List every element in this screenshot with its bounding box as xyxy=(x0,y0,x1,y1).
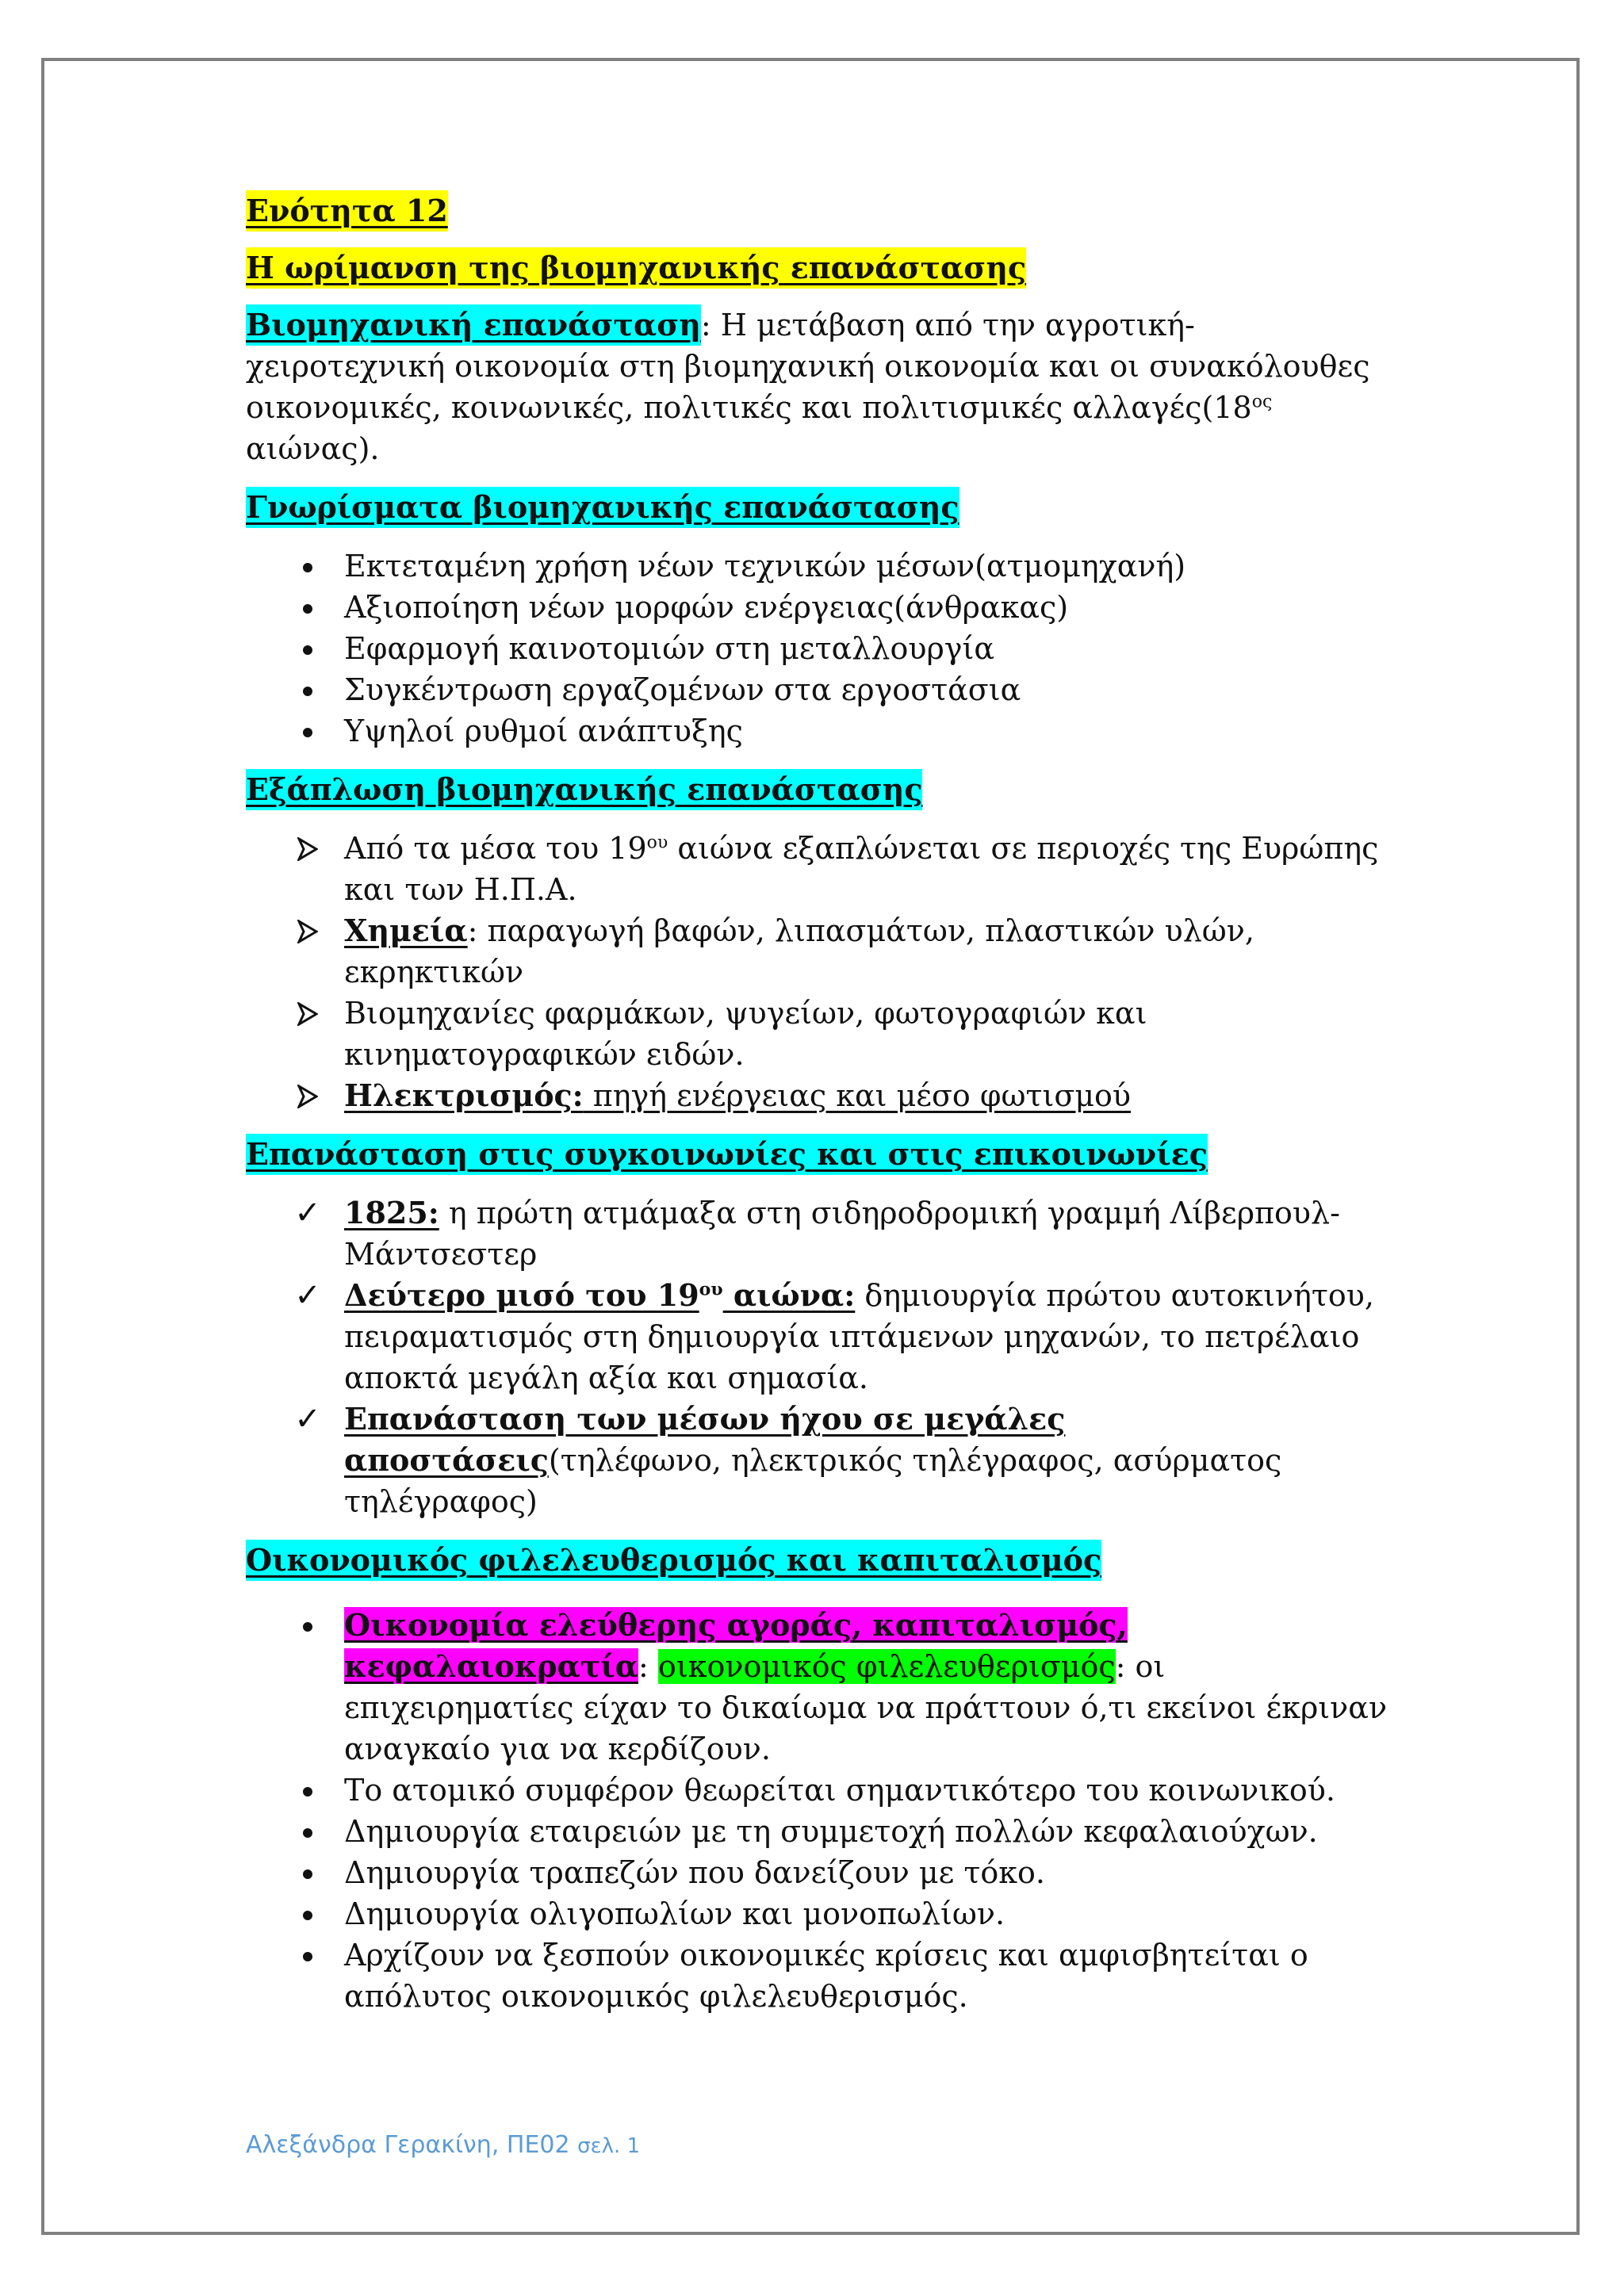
section-heading-features-row xyxy=(246,487,1388,528)
section-heading-spread-row xyxy=(246,769,1388,810)
page-title: Ενότητα 12 xyxy=(246,190,448,232)
list-item-term: Οικονομία ελεύθερης αγοράς, καπιταλισμός, κεφαλαιοκρατία xyxy=(344,1607,1128,1684)
bullet-dot-icon xyxy=(292,1770,324,1811)
list-item-term: Ηλεκτρισμός: xyxy=(344,1077,584,1113)
page-subtitle: Η ωρίμανση της βιομηχανικής επανάστασης xyxy=(246,247,1026,289)
bullet-dot-icon xyxy=(292,545,324,587)
bullet-dot-icon xyxy=(292,1934,324,1976)
list-item xyxy=(246,993,1388,1075)
list-item xyxy=(246,1275,1388,1399)
bullet-dot-icon xyxy=(292,669,324,710)
list-item-colon: : xyxy=(638,1649,649,1684)
definition-paragraph xyxy=(246,304,1388,469)
liberalism-list xyxy=(246,1605,1388,2017)
arrow-bullet-icon xyxy=(292,910,324,951)
page-footer xyxy=(246,2131,640,2159)
list-item-sup: ου xyxy=(699,1279,723,1300)
title-row xyxy=(246,190,1388,232)
definition-colon: : xyxy=(700,308,711,342)
transport-list xyxy=(246,1192,1388,1522)
list-item-highlight: οικονομικός φιλελευθερισμός xyxy=(657,1649,1116,1684)
list-item xyxy=(246,828,1388,910)
section-heading-transport-row xyxy=(246,1134,1388,1175)
list-item xyxy=(246,1770,1388,1811)
list-item-text: η πρώτη ατμάμαξα στη σιδηροδρομική γραμμή Λίβερπουλ-Μάντσεστερ xyxy=(344,1196,1340,1272)
definition-text-end: αιώνας). xyxy=(246,431,380,466)
spread-list xyxy=(246,828,1388,1116)
list-item xyxy=(246,587,1388,628)
definition-text: Η μετάβαση από την αγροτική-χειροτεχνική οικονομία στη βιομηχανική οικονομία και οι συνακόλουθες οικονομικές, κοινωνικές, πολιτικές και πολιτισμικές αλλαγές(18 xyxy=(246,308,1370,425)
features-list xyxy=(246,545,1388,752)
list-item-text: Συγκέντρωση εργαζομένων στα εργοστάσια xyxy=(344,672,1021,707)
list-item-text: : οι επιχειρηματίες είχαν το δικαίωμα να πράττουν ό,τι εκείνοι έκριναν αναγκαίο για να κερδίζουν. xyxy=(344,1649,1388,1766)
list-item-text: πηγή ενέργειας και μέσο φωτισμού xyxy=(583,1078,1132,1113)
list-item xyxy=(246,910,1388,993)
list-item-term: 1825: xyxy=(344,1195,439,1230)
bullet-dot-icon xyxy=(292,1605,324,1646)
list-item xyxy=(246,1399,1388,1522)
bullet-dot-icon xyxy=(292,1811,324,1852)
document-content xyxy=(246,190,1388,2017)
list-item-text: Εκτεταμένη χρήση νέων τεχνικών μέσων(ατμομηχανή) xyxy=(344,549,1186,584)
footer-author: Αλεξάνδρα Γερακίνη, ΠΕ02 xyxy=(246,2131,570,2159)
list-item-text: δημιουργία πρώτου αυτοκινήτου, πειραματισμός στη δημιουργία ιπτάμενων μηχανών, το πετρέλαιο αποκτά μεγάλη αξία και σημασία. xyxy=(344,1278,1374,1395)
arrow-bullet-icon xyxy=(292,1075,324,1116)
list-item-text: : παραγωγή βαφών, λιπασμάτων, πλαστικών υλών, εκρηκτικών xyxy=(344,913,1254,989)
arrow-bullet-icon xyxy=(292,993,324,1034)
list-item-text: (τηλέφωνο, ηλεκτρικός τηλέγραφος, ασύρματος τηλέγραφος) xyxy=(344,1443,1282,1519)
subtitle-row xyxy=(246,247,1388,289)
list-item-term: Δεύτερο μισό του 19 xyxy=(344,1277,699,1313)
list-item xyxy=(246,1934,1388,2017)
list-item-text: Εφαρμογή καινοτομιών στη μεταλλουργία xyxy=(344,631,995,666)
list-item-text: Δημιουργία εταιρειών με τη συμμετοχή πολλών κεφαλαιούχων. xyxy=(344,1814,1318,1849)
list-item xyxy=(246,545,1388,587)
list-item-text: Αρχίζουν να ξεσπούν οικονομικές κρίσεις και αμφισβητείται ο απόλυτος οικονομικός φιλελευθερισμός. xyxy=(344,1938,1308,2014)
checkmark-icon: ✓ xyxy=(294,1277,321,1314)
bullet-dot-icon xyxy=(292,710,324,752)
list-item xyxy=(246,628,1388,669)
definition-sup: ος xyxy=(1251,392,1273,412)
list-item xyxy=(246,1192,1388,1275)
list-item xyxy=(246,1852,1388,1893)
bullet-dot-icon xyxy=(292,628,324,669)
list-item-sup: ου xyxy=(646,832,668,853)
section-heading-spread: Εξάπλωση βιομηχανικής επανάστασης xyxy=(246,769,922,810)
section-heading-transport: Επανάσταση στις συγκοινωνίες και στις επικοινωνίες xyxy=(246,1134,1208,1175)
list-item-term: Χημεία xyxy=(344,913,468,948)
definition-term: Βιομηχανική επανάσταση xyxy=(246,304,701,346)
list-item-text: Δημιουργία τραπεζών που δανείζουν με τόκο. xyxy=(344,1855,1046,1890)
bullet-dot-icon xyxy=(292,1852,324,1893)
footer-page-number: σελ. 1 xyxy=(577,2134,641,2158)
list-item xyxy=(246,710,1388,752)
list-item-text: Το ατομικό συμφέρον θεωρείται σημαντικότερο του κοινωνικού. xyxy=(344,1773,1335,1808)
section-heading-liberalism-row xyxy=(246,1540,1388,1581)
section-heading-liberalism: Οικονομικός φιλελευθερισμός και καπιταλισμός xyxy=(246,1540,1101,1581)
list-item-term: Επανάσταση των μέσων ήχου σε μεγάλες αποστάσεις xyxy=(344,1401,1066,1478)
list-item-text: Από τα μέσα του 19 xyxy=(344,831,647,866)
list-item-text: Βιομηχανίες φαρμάκων, ψυγείων, φωτογραφιών και κινηματογραφικών ειδών. xyxy=(344,996,1147,1072)
list-item xyxy=(246,1811,1388,1852)
list-item xyxy=(246,1075,1388,1116)
list-item-text: Δημιουργία ολιγοπωλίων και μονοπωλίων. xyxy=(344,1896,1005,1931)
list-item-text: αιώνα εξαπλώνεται σε περιοχές της Ευρώπης και των Η.Π.Α. xyxy=(344,831,1379,907)
bullet-dot-icon xyxy=(292,587,324,628)
list-item-text: Αξιοποίηση νέων μορφών ενέργειας(άνθρακας) xyxy=(344,590,1069,625)
arrow-bullet-icon xyxy=(292,828,324,869)
section-heading-features: Γνωρίσματα βιομηχανικής επανάστασης xyxy=(246,487,959,528)
bullet-dot-icon xyxy=(292,1893,324,1934)
list-item-text: Υψηλοί ρυθμοί ανάπτυξης xyxy=(344,714,743,748)
list-item xyxy=(246,1893,1388,1934)
list-item xyxy=(246,1605,1388,1770)
checkmark-icon: ✓ xyxy=(294,1195,321,1231)
checkmark-icon: ✓ xyxy=(294,1401,321,1437)
list-item xyxy=(246,669,1388,710)
list-item-term: αιώνα: xyxy=(722,1277,856,1313)
